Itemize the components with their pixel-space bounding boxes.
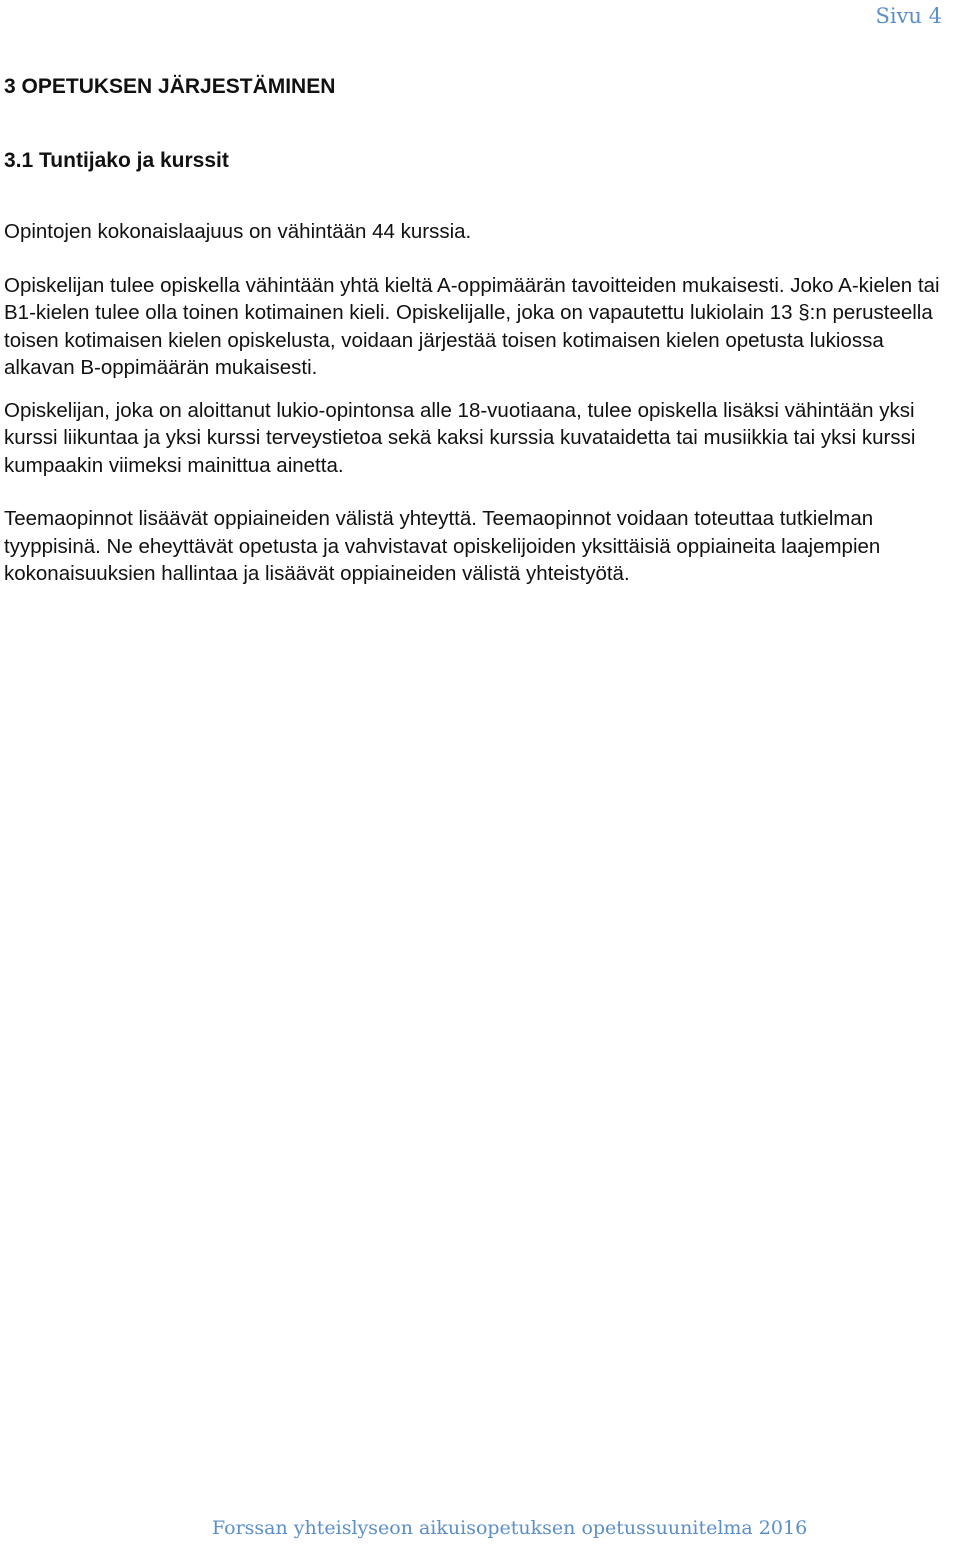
paragraph-languages: Opiskelijan tulee opiskella vähintään yhtä kieltä A-oppimäärän tavoitteiden mukaisesti. Joko A-kielen tai B1-kielen tulee olla toinen kotimainen kieli. Opiskelijalle, joka on vapautettu lukiolain 13 §:n perusteella toisen kotimaisen kielen opiskelusta, voidaan järjestää toisen kotimaisen kielen opetusta lukiossa alkavan B-oppimäärän mukaisesti.: [4, 273, 940, 379]
chapter-heading: 3 OPETUKSEN JÄRJESTÄMINEN: [4, 75, 336, 98]
document-body: [4, 72, 949, 614]
section-heading: 3.1 Tuntijako ja kurssit: [4, 149, 229, 172]
page-number: Sivu 4: [875, 4, 942, 28]
paragraph-theme-studies: Teemaopinnot lisäävät oppiaineiden välistä yhteyttä. Teemaopinnot voidaan toteuttaa tutkielman tyyppisinä. Ne eheyttävät opetusta ja vahvistavat opiskelijoiden yksittäisiä oppiaineita laajempien kokonaisuuksien hallintaa ja lisäävät oppiaineiden välistä yhteistyötä.: [4, 507, 881, 585]
page-footer: Forssan yhteislyseon aikuisopetuksen opetussuunitelma 2016: [212, 1517, 808, 1539]
paragraph-course-total: Opintojen kokonaislaajuus on vähintään 44 kurssia.: [4, 220, 472, 243]
paragraph-under-18: Opiskelijan, joka on aloittanut lukio-opintonsa alle 18-vuotiaana, tulee opiskella lisäksi vähintään yksi kurssi liikuntaa ja yksi kurssi terveystietoa sekä kaksi kurssia kuvataidetta tai musiikkia tai yksi kurssi kumpaakin viimeksi mainittua ainetta.: [4, 398, 916, 477]
